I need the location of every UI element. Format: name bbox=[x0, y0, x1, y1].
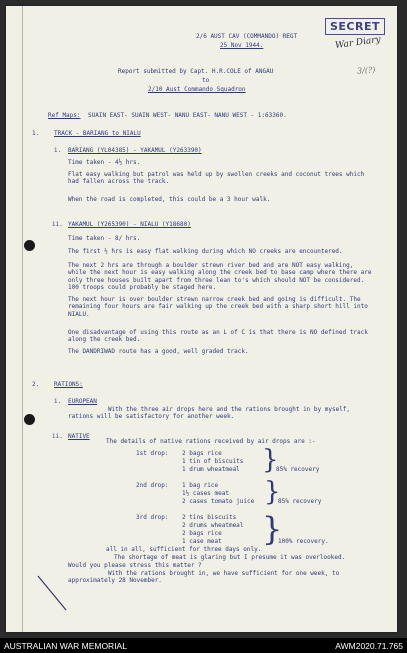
report-line: Report submitted by Capt. H.R.COLE of ANGAU bbox=[118, 68, 274, 75]
paragraph: The details of native rations received by air drops are :- bbox=[106, 438, 316, 445]
footer-right: AWM2020.71.765 bbox=[335, 641, 403, 651]
punch-hole bbox=[24, 240, 35, 251]
time-taken: Time taken - 8/ hrs. bbox=[68, 235, 141, 242]
drop-label: 1st drop: bbox=[136, 450, 169, 457]
paragraph: Would you please stress this matter ? bbox=[68, 562, 202, 569]
subsection-number: i. bbox=[54, 147, 62, 154]
drop-item: 1 case meat bbox=[182, 538, 222, 545]
subsection-title: EUROPEAN bbox=[68, 398, 97, 405]
margin-line bbox=[22, 6, 23, 632]
drop-item: 2 bags rice bbox=[182, 450, 222, 457]
paragraph: With the three air drops here and the rations brought in by myself, rations will be satisfactory for another week. bbox=[68, 406, 351, 421]
report-date: 25 Nov 1944. bbox=[220, 42, 264, 49]
drop-item: 1 bag rice bbox=[182, 482, 219, 489]
brace: } bbox=[262, 510, 283, 548]
subsection-number: i. bbox=[54, 398, 62, 405]
drop-item: 2 bags rice bbox=[182, 530, 222, 537]
paragraph: With the rations brought in, we have sufficient for one week, to approximately 28 November. bbox=[68, 570, 340, 585]
report-to: to bbox=[202, 77, 210, 84]
section-number: 1. bbox=[32, 130, 40, 137]
drop-item: 1½ cases meat bbox=[182, 490, 229, 497]
section-title: TRACK - BARIANG to NIALU bbox=[54, 130, 141, 137]
brace: } bbox=[262, 445, 279, 475]
unit-name: 2/6 AUST CAV (COMMANDO) REGT bbox=[196, 33, 298, 40]
drop-recovery: 100% recovery. bbox=[278, 538, 329, 545]
drop-label: 3rd drop: bbox=[136, 514, 169, 521]
handwritten-note: War Diary bbox=[334, 34, 382, 52]
subsection-title: NATIVE bbox=[68, 433, 90, 440]
time-taken: Time taken - 4½ hrs. bbox=[68, 159, 141, 166]
paragraph: When the road is completed, this could be a 3 hour walk. bbox=[68, 196, 271, 203]
paragraph: Flat easy walking but patrol was held up by swollen creeks and coconut trees which had fallen across the track. bbox=[68, 171, 365, 186]
paragraph: One disadvantage of using this route as an L of C is that there is NO defined track along the creek bed. bbox=[68, 329, 368, 344]
recipient: 2/10 Aust Commando Squadron bbox=[148, 86, 246, 93]
drop-recovery: 85% recovery bbox=[278, 498, 322, 505]
subsection-title: BARIANG (YL04385) - YAKAMUL (Y263390) bbox=[68, 147, 202, 154]
paragraph: The shortage of meat is glaring but I presume it was overlooked. bbox=[114, 554, 346, 561]
drop-recovery: 85% recovery bbox=[276, 466, 320, 473]
footer-bar bbox=[0, 638, 407, 653]
subsection-number: ii. bbox=[52, 433, 63, 440]
paragraph: all in all, sufficient for three days only. bbox=[106, 546, 262, 553]
paragraph: The DANDRIWAD route has a good, well graded track. bbox=[68, 348, 249, 355]
brace: } bbox=[264, 477, 281, 507]
drop-item: 1 tin of biscuits bbox=[182, 458, 244, 465]
paragraph: The next hour is over boulder strewn narrow creek bed and going is difficult. The remaining four hours are fair walking up the creek bed with a sharp short hill into NIALU. bbox=[68, 296, 368, 318]
paragraph: The next 2 hrs are through a boulder strewn river bed and are NOT easy walking, while the next hour is easy walking along the creek bed to base camp where there are only three houses built apart from three lean to's which should NOT be considered. 100 troops could probably be staged here. bbox=[68, 262, 372, 291]
paragraph: The first ½ hrs is easy flat walking during which NO creeks are encountered. bbox=[68, 248, 343, 255]
drop-item: 1 drum wheatmeal bbox=[182, 466, 240, 473]
pen-mark bbox=[36, 574, 70, 614]
drop-item: 2 cases tomato juice bbox=[182, 498, 255, 505]
footer-left: AUSTRALIAN WAR MEMORIAL bbox=[4, 641, 127, 651]
subsection-number: ii. bbox=[52, 221, 63, 228]
drop-item: 2 tins biscuits bbox=[182, 514, 237, 521]
punch-hole bbox=[24, 414, 35, 425]
section-number: 2. bbox=[32, 381, 40, 388]
subsection-title: YAKAMUL (Y265390) - NIALU (Y18680) bbox=[68, 221, 191, 228]
drop-label: 2nd drop: bbox=[136, 482, 169, 489]
section-title: RATIONS: bbox=[54, 381, 83, 388]
ref-maps-label: Ref Maps: bbox=[48, 112, 81, 119]
pencil-note: 3/(?) bbox=[356, 65, 376, 76]
ref-maps-value: SUAIN EAST- SUAIN WEST- NANU EAST- NANU WEST - 1:63360. bbox=[88, 112, 287, 119]
secret-stamp: SECRET bbox=[325, 18, 385, 35]
document-page bbox=[6, 6, 397, 632]
drop-item: 2 drums wheatmeal bbox=[182, 522, 244, 529]
